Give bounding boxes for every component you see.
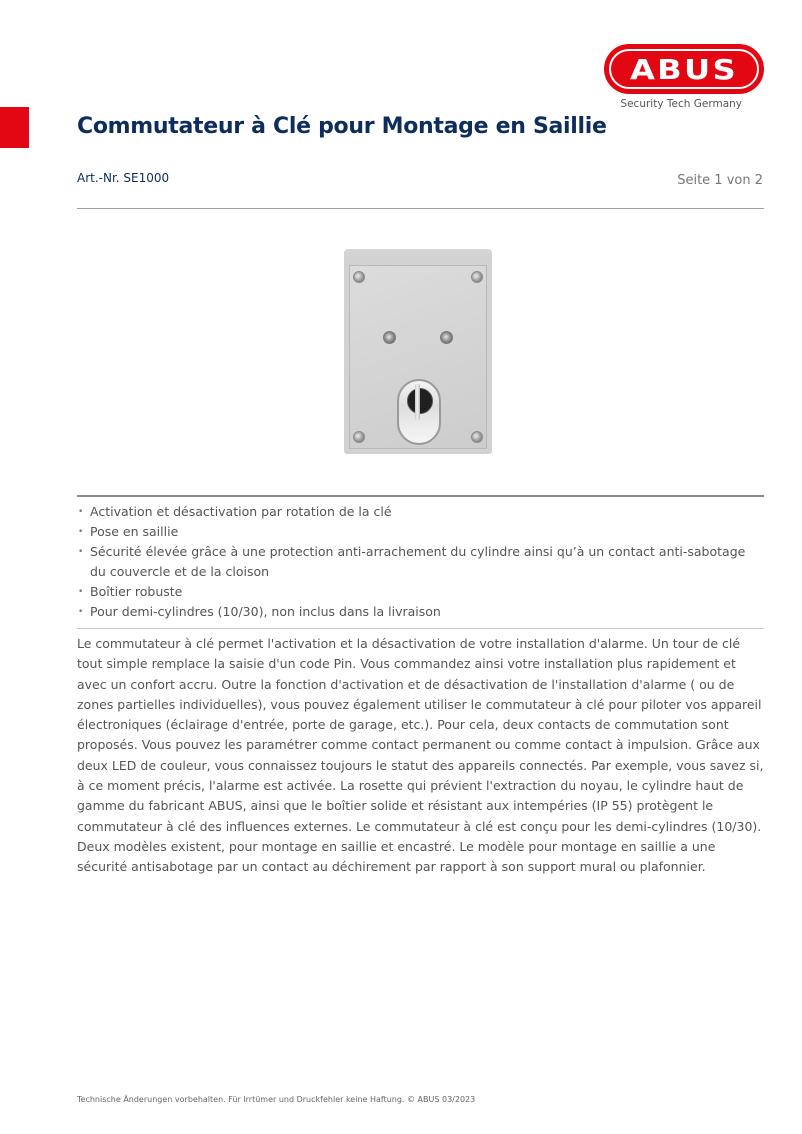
key-icon	[415, 384, 420, 420]
description-divider	[77, 628, 764, 629]
article-number: Art.-Nr. SE1000	[77, 171, 170, 185]
page-indicator: Seite 1 von 2	[677, 173, 763, 188]
red-accent-tab	[0, 107, 29, 148]
screw-icon	[471, 431, 483, 443]
logo-badge-inner	[609, 49, 759, 89]
footer-disclaimer: Technische Änderungen vorbehalten. Für Irrtümer und Druckfehler keine Haftung. © ABUS 03/2023	[77, 1095, 476, 1104]
logo-badge	[604, 44, 764, 94]
screw-icon	[353, 271, 365, 283]
feature-item: • Sécurité élevée grâce à une protection anti-arrachement du cylindre ainsi qu’à un contact anti-sabotage du couvercle et de la cloison	[77, 542, 764, 582]
feature-item: • Activation et désactivation par rotation de la clé	[77, 502, 764, 522]
logo-tagline: Security Tech Germany	[620, 98, 742, 110]
page-title: Commutateur à Clé pour Montage en Saillie	[77, 114, 607, 139]
led-indicator-icon	[440, 331, 453, 344]
cylinder-rosette	[397, 379, 441, 445]
logo-text: ABUS	[629, 52, 738, 86]
feature-item: • Pour demi-cylindres (10/30), non inclus dans la livraison	[77, 602, 764, 622]
screw-icon	[353, 431, 365, 443]
feature-item: • Pose en saillie	[77, 522, 764, 542]
enclosure	[344, 260, 492, 454]
header-divider	[77, 208, 764, 209]
led-indicator-icon	[383, 331, 396, 344]
abus-logo	[604, 44, 764, 110]
enclosure-cover	[349, 265, 487, 449]
features-divider	[77, 495, 764, 497]
product-image	[322, 222, 520, 472]
lock-cylinder-icon	[407, 388, 433, 414]
product-description: Le commutateur à clé permet l'activation et la désactivation de votre installation d'alarme. Un tour de clé tout simple remplace la saisie d'un code Pin. Vous commandez ainsi votre installation plus rapidement et avec un confort accru. Outre la fonction d'activation et de désactivation de l'installation d'alarme ( ou de zones partielles individuelles), vous pouvez également utiliser le commutateur à clé pour piloter vos appareil électroniques (éclairage d'entrée, porte de garage, etc.). Pour cela, deux contacts de commutation sont proposés. Vous pouvez les paramétrer comme contact permanent ou comme contact à impulsion. Grâce aux deux LED de couleur, vous connaissez toujours le statut des appareils connectés. Par exemple, vous savez si, à ce moment précis, l'alarme est activée. La rosette qui prévient l'extraction du noyau, le cylindre haut de gamme du fabricant ABUS, ainsi que le boîtier solide et résistant aux intempéries (IP 55) protègent le commutateur à clé des influences externes. Le commutateur à clé est conçu pour les demi-cylindres (10/30). Deux modèles existent, pour montage en saillie et encastré. Le modèle pour montage en saillie a une sécurité antisabotage par un contact au déchirement par rapport à son support mural ou plafonnier.	[77, 636, 764, 875]
screw-icon	[471, 271, 483, 283]
feature-list	[77, 502, 764, 622]
feature-item: • Boîtier robuste	[77, 582, 764, 602]
